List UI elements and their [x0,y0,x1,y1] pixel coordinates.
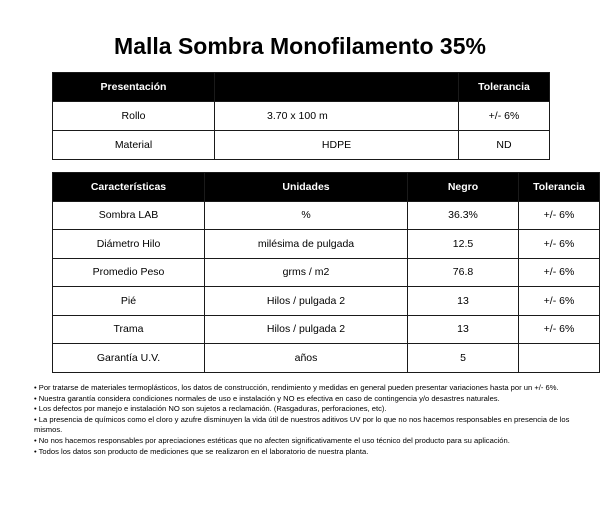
table-cell: ND [459,131,550,160]
table-cell: +/- 6% [519,315,600,344]
characteristics-table [52,172,600,373]
table-header-row [53,73,550,102]
table-cell: Hilos / pulgada 2 [205,287,408,316]
header-empty [215,73,459,102]
table-cell: Sombra LAB [53,201,205,230]
table-cell: Pié [53,287,205,316]
page-title: Malla Sombra Monofilamento 35% [114,33,486,59]
table-header-row [53,173,600,202]
note-item: • La presencia de químicos como el cloro y azufre disminuyen la vida útil de nuestros aditivos UV por lo que no nos hacemos responsables en presencia de los mismos. [34,414,570,435]
header-unidades: Unidades [205,173,408,202]
note-item: • No nos hacemos responsables por apreciaciones estéticas que no afecten significativamente el uso técnico del producto para su aplicación. [34,435,510,445]
table-row [53,315,600,344]
table-cell: milésima de pulgada [205,230,408,259]
header-tolerancia: Tolerancia [459,73,550,102]
note-item: • Nuestra garantía considera condiciones normales de uso e instalación y NO es efectiva en caso de contingencia y/o desastres naturales. [34,393,500,403]
table-row [53,102,550,131]
table-cell: Rollo [53,102,215,131]
table-cell: +/- 6% [519,230,600,259]
table-cell: 3.70 x 100 m [215,102,459,131]
table-cell: 76.8 [408,258,519,287]
note-item: • Por tratarse de materiales termoplásticos, los datos de construcción, rendimiento y medidas en general pueden presentar variaciones hasta por un +/- 6%. [34,383,559,392]
table-row [53,287,600,316]
table-cell: Trama [53,315,205,344]
presentation-table [52,72,550,160]
table-cell: años [205,344,408,373]
table-cell: Hilos / pulgada 2 [205,315,408,344]
table-cell: +/- 6% [519,287,600,316]
table-row [53,344,600,373]
table-cell: +/- 6% [459,102,550,131]
table-cell: 12.5 [408,230,519,259]
table-row [53,258,600,287]
table-row [53,230,600,259]
table-row [53,201,600,230]
table-cell: 36.3% [408,201,519,230]
table-cell [519,344,600,373]
table-cell: HDPE [215,131,459,160]
table-cell: Diámetro Hilo [53,230,205,259]
table-cell: grms / m2 [205,258,408,287]
header-tolerancia: Tolerancia [519,173,600,202]
table-cell: Material [53,131,215,160]
table-cell: Promedio Peso [53,258,205,287]
header-caracteristicas: Características [53,173,205,202]
table-cell: +/- 6% [519,258,600,287]
table-row [53,131,550,160]
table-cell: 13 [408,287,519,316]
note-item: • Todos los datos son producto de mediciones que se realizaron en el laboratorio de nuestra planta. [34,446,369,456]
header-negro: Negro [408,173,519,202]
table-cell: 13 [408,315,519,344]
notes-list [34,383,574,457]
header-presentacion: Presentación [53,73,215,102]
table-cell: Garantía U.V. [53,344,205,373]
table-cell: +/- 6% [519,201,600,230]
table-cell: % [205,201,408,230]
note-item: • Los defectos por manejo e instalación NO son sujetos a reclamación. (Rasgaduras, perforaciones, etc). [34,404,387,414]
table-cell: 5 [408,344,519,373]
